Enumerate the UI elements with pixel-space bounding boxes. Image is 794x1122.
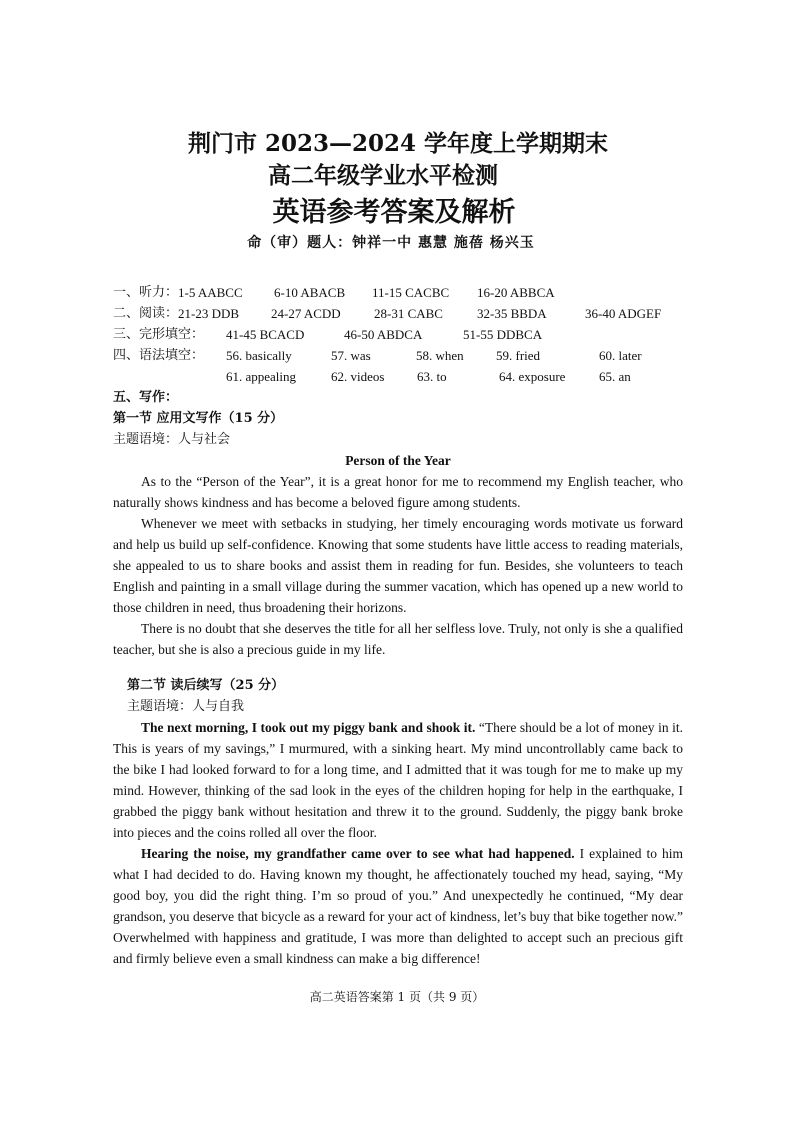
cloze-answer: 41-45 BCACD: [226, 327, 305, 342]
grammar-answer: 56. basically: [226, 348, 292, 363]
authors-line: 命（审）题人：钟祥一中 惠慧 施蓓 杨兴玉: [247, 235, 535, 251]
writing-label: 五、写作：: [113, 390, 179, 405]
paragraph-body: “There should be a lot of money in it. This is years of my savings,” I murmured, with a sinking heart. My mind uncontrollably came back to the bike I had looked forward to for a long time, and I admitted that it was tough for me to make up my mind. However, thinking of the sad look in the eyes of the children hoping for help in the earthquake, I grabbed the piggy bank without hesitation and threw it to the ground. Suddenly, the piggy bank broke into pieces and the coins rolled all over the floor.: [113, 720, 683, 840]
grammar-answer: 65. an: [599, 369, 631, 384]
grammar-answer: 60. later: [599, 348, 642, 363]
listening-label: 一、听力：: [113, 285, 179, 300]
grammar-answer: 58. when: [416, 348, 464, 363]
grammar-answer: 63. to: [417, 369, 447, 384]
writing-section: [113, 387, 683, 969]
listening-row: [113, 282, 693, 303]
grammar-answer: 61. appealing: [226, 369, 297, 384]
grammar-answer: 62. videos: [331, 369, 385, 384]
reading-answer: 21-23 DDB: [178, 306, 240, 321]
paragraph-lead-sentence: The next morning, I took out my piggy bank and shook it.: [141, 720, 476, 735]
cloze-answer: 46-50 ABDCA: [344, 327, 423, 342]
listening-answer: 16-20 ABBCA: [477, 285, 555, 300]
paragraph-lead-sentence: Hearing the noise, my grandfather came over to see what had happened.: [141, 846, 575, 861]
grammar-label: 四、语法填空：: [113, 348, 205, 363]
reading-answer: 28-31 CABC: [374, 306, 443, 321]
listening-answer: 6-10 ABACB: [274, 285, 346, 300]
grammar-answer: 64. exposure: [499, 369, 566, 384]
header: [0, 128, 794, 254]
section2-heading: 第二节 读后续写（25 分）: [127, 678, 285, 693]
reading-label: 二、阅读：: [113, 306, 179, 321]
grammar-answer: 59. fried: [496, 348, 541, 363]
essay-title: Person of the Year: [345, 453, 451, 468]
reading-answer: 24-27 ACDD: [271, 306, 341, 321]
listening-answer: 1-5 AABCC: [178, 285, 243, 300]
listening-answer: 11-15 CACBC: [372, 285, 450, 300]
section2-theme: 主题语境：人与自我: [127, 699, 245, 714]
cloze-label: 三、完形填空：: [113, 327, 205, 342]
paragraph-body: I explained to him what I had decided to do. Having known my thought, he affectionately touched my head, saying, “My good boy, you did the right thing. I’m so proud of you.” And unexpectedly he continued, “My dear grandson, you deserve that bicycle as a reward for your act of kindness, let’s buy that bike together now.” Overwhelmed with happiness and gratitude, I was more than delighted to accept such an precious gift and firmly believe even a small kindness can make a big difference!: [113, 846, 683, 966]
grammar-answer: 57. was: [331, 348, 371, 363]
title-line-3: 英语参考答案及解析: [272, 197, 516, 228]
continuation-paragraph-2: [113, 843, 683, 969]
grammar-row-2: [113, 366, 693, 387]
essay-paragraph: Whenever we meet with setbacks in studying, her timely encouraging words motivate us forward and help us build up self-confidence. Knowing that some students have little access to reading materials, she appealed to us to share books and assist them in reading for fun. Besides, she volunteers to teach English and painting in a small village during the summer vacation, which has opened up a new world to those children in need, thus broadening their horizons.: [113, 516, 683, 615]
section1-theme: 主题语境：人与社会: [113, 432, 231, 447]
reading-row: [113, 303, 693, 324]
page-footer: 高二英语答案第 1 页（共 9 页）: [309, 990, 485, 1004]
title-line-2: 高二年级学业水平检测: [268, 162, 498, 189]
section1-heading: 第一节 应用文写作（15 分）: [113, 411, 284, 426]
essay-paragraph: As to the “Person of the Year”, it is a great honor for me to recommend my English teacher, who naturally shows kindness and has become a beloved figure among students.: [113, 474, 683, 510]
reading-answer: 36-40 ADGEF: [585, 306, 662, 321]
title-line-1: 荆门市 2023—2024 学年度上学期期末: [187, 130, 609, 157]
cloze-answer: 51-55 DDBCA: [463, 327, 543, 342]
answers-block: [113, 282, 693, 387]
continuation-paragraph-1: [113, 717, 683, 843]
grammar-row: [113, 345, 693, 366]
cloze-row: [113, 324, 693, 345]
essay-paragraph: There is no doubt that she deserves the title for all her selfless love. Truly, not only is she a qualified teacher, but she is also a precious guide in my life.: [113, 621, 683, 657]
reading-answer: 32-35 BBDA: [477, 306, 547, 321]
